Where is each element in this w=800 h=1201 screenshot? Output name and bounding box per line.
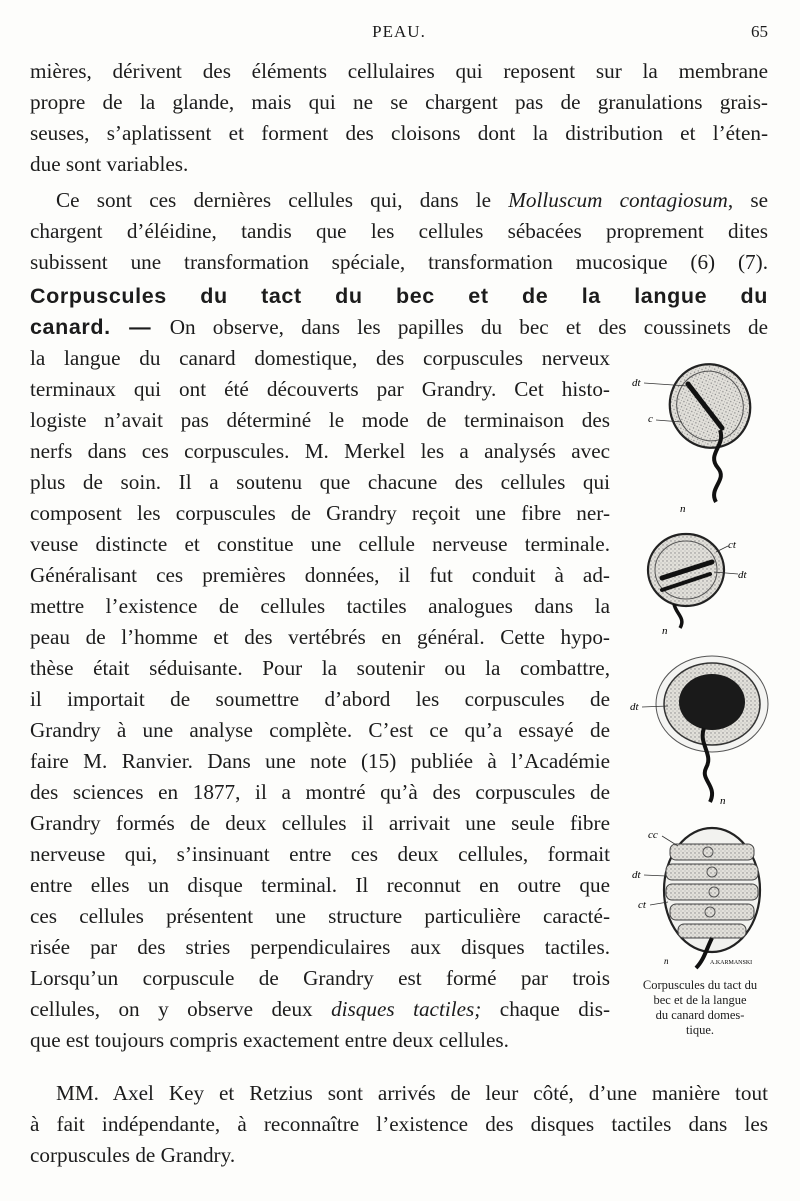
em-dash: — bbox=[110, 315, 170, 339]
figure-caption bbox=[620, 978, 780, 1038]
text-line bbox=[30, 185, 768, 216]
text-line: peau de l’homme et des vertébrés en général. Cette hypo- bbox=[30, 625, 610, 649]
figure-label-c: c bbox=[648, 413, 653, 425]
text-line bbox=[30, 994, 610, 1025]
figure-label-n: n bbox=[720, 795, 726, 807]
paragraph-molluscum bbox=[30, 185, 768, 278]
figure-label-dt: dt bbox=[632, 377, 641, 389]
section-heading-end: canard. bbox=[30, 315, 111, 339]
corpuscle-figure-3 bbox=[630, 656, 768, 807]
text-line: chargent d’éléidine, tandis que les cellules sébacées proprement dites bbox=[30, 219, 768, 243]
running-header bbox=[30, 22, 768, 48]
figure-label-n: n bbox=[662, 625, 668, 637]
caption-line: du canard domes- bbox=[655, 1008, 745, 1022]
section-heading: Corpuscules du tact du bec et de la langue du bbox=[30, 284, 768, 308]
corpuscle-figure-4 bbox=[632, 828, 760, 968]
text-line: plus de soin. Il a soutenu que chacune des cellules qui bbox=[30, 470, 610, 494]
figure-label-dt: dt bbox=[630, 701, 639, 713]
text-line: composent les corpuscules de Grandry reçoit une fibre ner- bbox=[30, 501, 610, 525]
figure-label-n: n bbox=[664, 956, 669, 966]
text-line: à fait indépendante, à reconnaître l’existence des disques tactiles dans les bbox=[30, 1112, 768, 1136]
text-run: , se bbox=[727, 188, 768, 212]
text-run: chaque dis- bbox=[481, 997, 611, 1021]
text-line: Généralisant ces premières données, il fut conduit à ad- bbox=[30, 563, 610, 587]
section-corpuscules bbox=[30, 281, 768, 343]
page-number: 65 bbox=[751, 22, 768, 41]
figure-label-n: n bbox=[680, 503, 686, 515]
caption-line: bec et de la langue bbox=[653, 993, 747, 1007]
text-line: corpuscules de Grandry. bbox=[30, 1143, 236, 1167]
figure-label-dt: dt bbox=[738, 569, 747, 581]
paragraph-continuation bbox=[30, 56, 768, 180]
caption-line: Corpuscules du tact du bbox=[642, 978, 758, 992]
text-line: que est toujours compris exactement entre deux cellules. bbox=[30, 1028, 509, 1052]
text-line: faire M. Ranvier. Dans une note (15) publiée à l’Académie bbox=[30, 749, 610, 773]
caption-line: tique. bbox=[685, 1023, 715, 1037]
text-line: il importait de soumettre d’abord les corpuscules de bbox=[30, 687, 610, 711]
text-line: mières, dérivent des éléments cellulaires qui reposent sur la membrane bbox=[30, 59, 768, 83]
text-line: Grandry à une analyse complète. C’est ce qu’a essayé de bbox=[30, 718, 610, 742]
text-line: Grandry formés de deux cellules il arrivait une seule fibre bbox=[30, 811, 610, 835]
text-line: mettre l’existence de cellules tactiles analogues dans la bbox=[30, 594, 610, 618]
text-line: veuse distincte et constitue une cellule nerveuse terminale. bbox=[30, 532, 610, 556]
text-line: nerfs dans ces corpuscules. M. Merkel les a analysés avec bbox=[30, 439, 610, 463]
italic-term: Molluscum contagiosum bbox=[508, 188, 728, 212]
text-line: seuses, s’aplatissent et forment des cloisons dont la distribution et l’éten- bbox=[30, 121, 768, 145]
engraver-signature: A.KARMANSKI bbox=[710, 960, 753, 966]
text-line: due sont variables. bbox=[30, 152, 189, 176]
text-run: cellules, on y observe deux bbox=[30, 997, 332, 1021]
text-run: On observe, dans les papilles du bec et des coussinets de bbox=[169, 315, 768, 339]
text-line: thèse était séduisante. Pour la soutenir ou la combattre, bbox=[30, 656, 610, 680]
running-title: PEAU. bbox=[372, 22, 426, 41]
text-line: la langue du canard domestique, des corpuscules nerveux bbox=[30, 346, 610, 370]
paragraph-key-retzius bbox=[30, 1078, 768, 1171]
text-line: subissent une transformation spéciale, transformation mucosique (6) (7). bbox=[30, 250, 768, 274]
text-line: des sciences en 1877, il a montré qu’à des corpuscules de bbox=[30, 780, 610, 804]
corpuscle-figure-1 bbox=[632, 356, 762, 515]
figure-label-ct: ct bbox=[638, 899, 646, 911]
text-line: Lorsqu’un corpuscule de Grandry est formé par trois bbox=[30, 966, 610, 990]
text-line: risée par des stries perpendiculaires aux disques tactiles. bbox=[30, 935, 610, 959]
text-run: Ce sont ces dernières cellules qui, dans le bbox=[56, 188, 509, 212]
corpuscle-figures bbox=[618, 356, 788, 996]
figure-label-dt: dt bbox=[632, 869, 641, 881]
text-line: terminaux qui ont été découverts par Grandry. Cet histo- bbox=[30, 377, 610, 401]
text-line: nerveuse qui, s’insinuant entre ces deux cellules, formait bbox=[30, 842, 610, 866]
figure-label-cc: cc bbox=[648, 829, 658, 841]
text-line bbox=[30, 312, 768, 343]
text-line: MM. Axel Key et Retzius sont arrivés de leur côté, d’une manière tout bbox=[56, 1081, 768, 1105]
italic-term: disques tactiles; bbox=[331, 997, 482, 1021]
text-line: propre de la glande, mais qui ne se chargent pas de granulations grais- bbox=[30, 90, 768, 114]
figure-label-ct: ct bbox=[728, 539, 736, 551]
corpuscle-figure-2 bbox=[648, 534, 748, 637]
text-line: ces cellules présentent une structure particulière caracté- bbox=[30, 904, 610, 928]
text-line: entre elles un disque terminal. Il reconnut en outre que bbox=[30, 873, 610, 897]
text-line: logiste n’avait pas déterminé le mode de terminaison des bbox=[30, 408, 610, 432]
